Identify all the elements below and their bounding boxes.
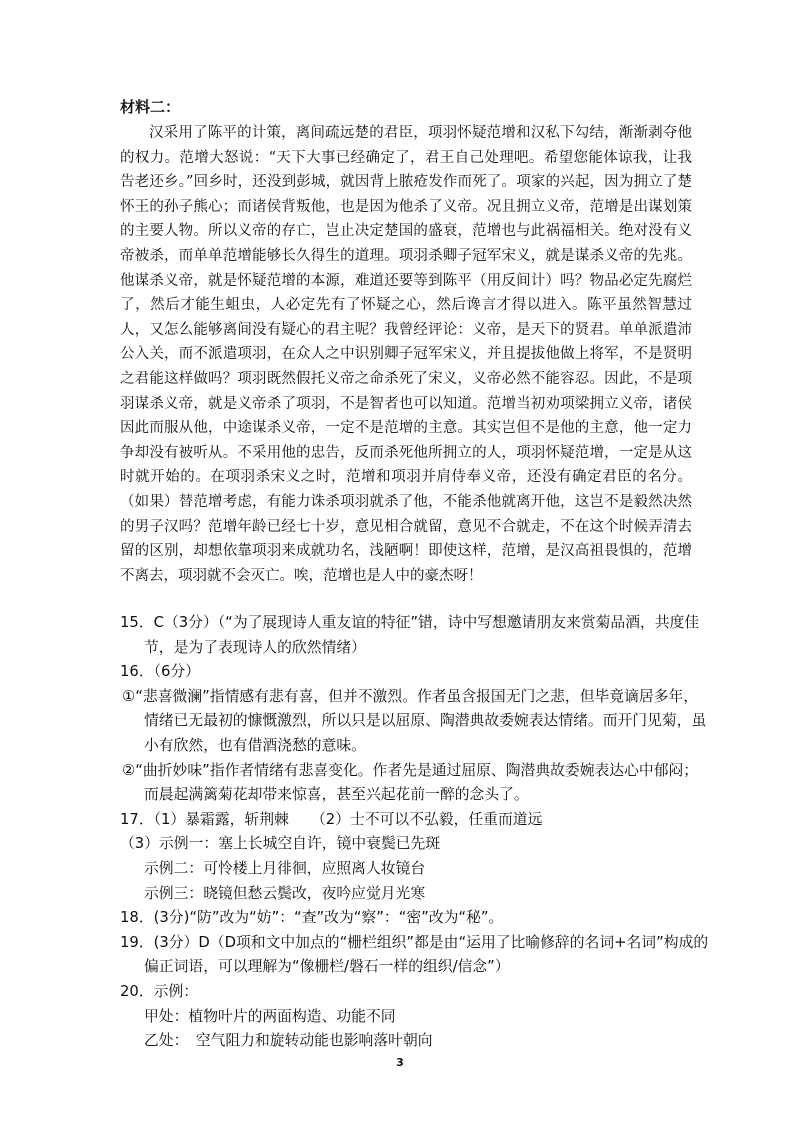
answer-17-example-2: 示例二：可怜楼上月徘徊，应照离人妆镜台 bbox=[144, 859, 426, 877]
answer-16-point-2: ②“曲折妙味”指作者情绪有悲喜变化。作者先是通过屈原、陶潜典故委婉表达心中郁闷；而晨起满篱菊花却带来惊喜，甚至兴起花前一醉的念头了。 bbox=[122, 761, 699, 804]
answer-section bbox=[120, 611, 710, 1054]
answer-17-part-3: （3）示例一：塞上长城空自许，镜中衰鬓已先斑 bbox=[120, 835, 441, 853]
answer-20-part-b: 乙处： 空气阻力和旋转动能也影响落叶朝向 bbox=[144, 1032, 433, 1050]
answer-16-heading: 16．（6分） bbox=[120, 663, 201, 681]
answer-19: 19．(3分）D（D项和文中加点的“栅栏组织”都是由“运用了比喻修辞的名词+名词”构成的偏正词语，可以理解为“像栅栏/磐石一样的组织/信念”） bbox=[120, 933, 709, 976]
material-paragraph: 汉采用了陈平的计策，离间疏远楚的君臣，项羽怀疑范增和汉私下勾结，渐渐剥夺他的权力。范增大怒说：“天下大事已经确定了，君王自己处理吧。希望您能体谅我，让我告老还乡。”回乡时，还没到彭城，就因背上脓疮发作而死了。项家的兴起，因为拥立了楚怀王的孙子熊心；而诸侯背叛他，也是因为他杀了义帝。况且拥立义帝，范增是出谋划策的主要人物。所以义帝的存亡，岂止决定楚国的盛衰，范增也与此祸福相关。绝对没有义帝被杀，而单单范增能够长久得生的道理。项羽杀卿子冠军宋义，就是谋杀义帝的先兆。他谋杀义帝，就是怀疑范增的本源，难道还要等到陈平（用反间计）吗？物品必定先腐烂了，然后才能生蛆虫，人必定先有了怀疑之心，然后谗言才得以进入。陈平虽然智慧过人，又怎么能够离间没有疑心的君主呢？我曾经评论：义帝，是天下的贤君。单单派遣沛公入关，而不派遣项羽，在众人之中识别卿子冠军宋义，并且提拔他做上将军，不是贤明之君能这样做吗？项羽既然假托义帝之命杀死了宋义，义帝必然不能容忍。因此，不是项羽谋杀义帝，就是义帝杀了项羽，不是智者也可以知道。范增当初劝项梁拥立义帝，诸侯因此而服从他，中途谋杀义帝，一定不是范增的主意。其实岂但不是他的主意，他一定力争却没有被听从。不采用他的忠告，反而杀死他所拥立的人，项羽怀疑范增，一定是从这时就开始的。在项羽杀宋义之时，范增和项羽并肩侍奉义帝，还没有确定君臣的名分。（如果）替范增考虑，有能力诛杀项羽就杀了他，不能杀他就离开他，这岂不是毅然决然的男子汉吗？范增年龄已经七十岁，意见相合就留，意见不合就走，不在这个时候弄清去留的区别，却想依靠项羽来成就功名，浅陋啊！即使这样，范增，是汉高祖畏惧的，范增不离去，项羽就不会灭亡。唉，范增也是人中的豪杰呀！ bbox=[120, 125, 692, 584]
material-body bbox=[120, 121, 692, 588]
answer-17-part-1-2: 17．（1）暴霜露，斩荆棘 （2）士不可以不弘毅，任重而道远 bbox=[120, 810, 543, 828]
answer-18: 18．(3分)“防”改为“妨”：“查”改为“察”：“密”改为“秘”。 bbox=[120, 909, 504, 927]
answer-16-point-1: ①“悲喜微澜”指情感有悲有喜，但并不激烈。作者虽含报国无门之悲，但毕竟谪居多年，情绪已无最初的慷慨激烈，所以只是以屈原、陶潜典故委婉表达情绪。而开门见菊，虽小有欣然，也有借酒浇愁的意味。 bbox=[122, 687, 707, 754]
answer-15: 15．C（3分）（“为了展现诗人重友谊的特征”错，诗中写想邀请朋友来赏菊品酒，共度佳节，是为了表现诗人的欣然情绪） bbox=[120, 614, 700, 656]
answer-17-example-3: 示例三：晓镜但愁云鬓改，夜吟应觉月光寒 bbox=[144, 884, 426, 902]
answer-20-part-a: 甲处：植物叶片的两面构造、功能不同 bbox=[144, 1007, 396, 1025]
answer-20-heading: 20．示例： bbox=[120, 982, 199, 1000]
material-title: 材料二： bbox=[120, 98, 181, 116]
page-number: 3 bbox=[396, 1056, 404, 1069]
